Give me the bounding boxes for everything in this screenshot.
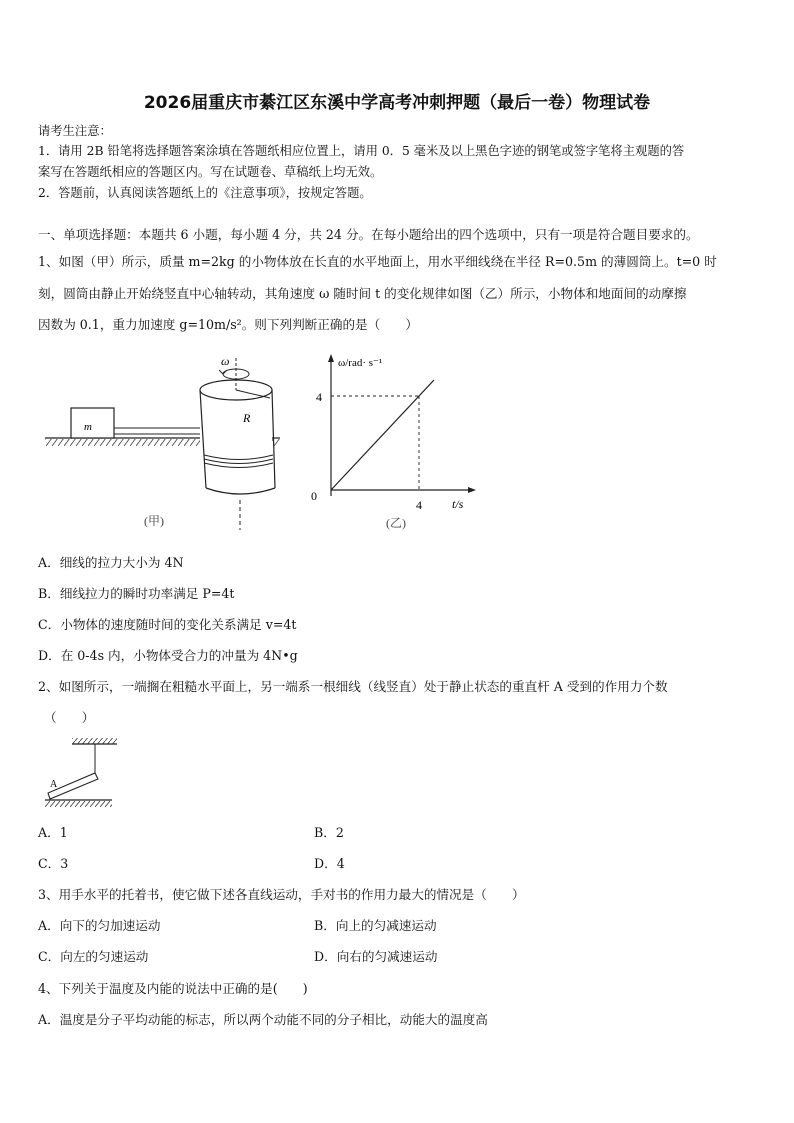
q2-option-b: B．2 [314,825,344,840]
notice-line-1a: 1．请用 2B 铅笔将选择题答案涂填在答题纸相应位置上，请用 0．5 毫米及以上黑色字迹的钢笔或签字笔将主观题的答 [38,144,685,158]
y-axis [328,354,334,496]
figure-q2 [40,735,130,810]
q3-option-b: B．向上的匀减速运动 [314,918,437,933]
q3-option-c: C．向左的匀速运动 [38,949,149,964]
q2-option-c: C．3 [38,856,69,871]
notice-line-1b: 案写在答题纸相应的答题区内。写在试题卷、草稿纸上均无效。 [38,165,383,179]
figure-jia [40,350,290,535]
x-axis [331,487,476,493]
q1-option-d: D．在 0-4s 内，小物体受合力的冲量为 4N•g [38,648,298,663]
y-axis-label: ω/rad· s⁻¹ [338,357,383,369]
block-m [71,408,114,438]
notice-heading: 请考生注意： [38,124,112,138]
q2-option-d: D．4 [314,856,345,871]
q1-line-1: 1、如图（甲）所示，质量 m=2kg 的小物体放在长直的水平地面上，用水平细线绕在半径 R=0.5m 的薄圆筒上。t=0 时 [38,254,717,269]
q1-option-c: C．小物体的速度随时间的变化关系满足 v=4t [38,617,297,632]
q2-line-1: 2、如图所示，一端搁在粗糙水平面上，另一端系一根细线（线竖直）处于静止状态的重直杆 A 受到的作用力个数 [38,679,668,694]
q2-option-a: A．1 [38,825,68,840]
q2-line-2: （ ） [44,710,95,725]
ceiling [72,738,117,744]
q3-option-d: D．向右的匀减速运动 [314,949,438,964]
q1-line-3: 因数为 0.1，重力加速度 g=10m/s²。则下列判断正确的是（ ） [38,317,419,332]
q3-option-a: A．向下的匀加速运动 [38,918,161,933]
string-line [114,428,206,434]
caption-jia: (甲) [144,514,164,528]
q1-option-b: B．细线拉力的瞬时功率满足 P=4t [38,586,235,601]
page-title: 2026届重庆市綦江区东溪中学高考冲刺押题（最后一卷）物理试卷 [143,93,651,113]
origin-label: 0 [311,489,317,503]
floor [45,800,112,807]
omega-line [331,380,434,490]
q4-option-a: A．温度是分子平均动能的标志，所以两个动能不同的分子相比，动能大的温度高 [38,1012,488,1027]
q4-line-1: 4、下列关于温度及内能的说法中正确的是( ) [38,981,308,996]
q3-line-1: 3、用手水平的托着书，使它做下述各直线运动，手对书的作用力最大的情况是（ ） [38,887,525,902]
q1-option-a: A．细线的拉力大小为 4N [38,555,184,570]
notice-line-2: 2．答题前，认真阅读答题纸上的《注意事项》，按规定答题。 [38,186,372,200]
cylinder [200,380,275,494]
y-tick-label: 4 [316,390,322,404]
svg-text:m: m [84,421,92,433]
x-tick-label: 4 [416,498,422,512]
rod-label: A [50,779,58,790]
svg-text:R: R [243,411,251,425]
figure-yi [300,350,485,535]
section-heading: 一、单项选择题：本题共 6 小题，每小题 4 分，共 24 分。在每小题给出的四个选项中，只有一项是符合题目要求的。 [38,227,699,242]
x-axis-label: t/s [452,497,464,511]
svg-text:ω: ω [221,354,230,368]
caption-yi: (乙) [386,516,406,530]
q1-line-2: 刻，圆筒由静止开始绕竖直中心轴转动，其角速度 ω 随时间 t 的变化规律如图（乙）所示，小物体和地面间的动摩擦 [38,286,687,301]
